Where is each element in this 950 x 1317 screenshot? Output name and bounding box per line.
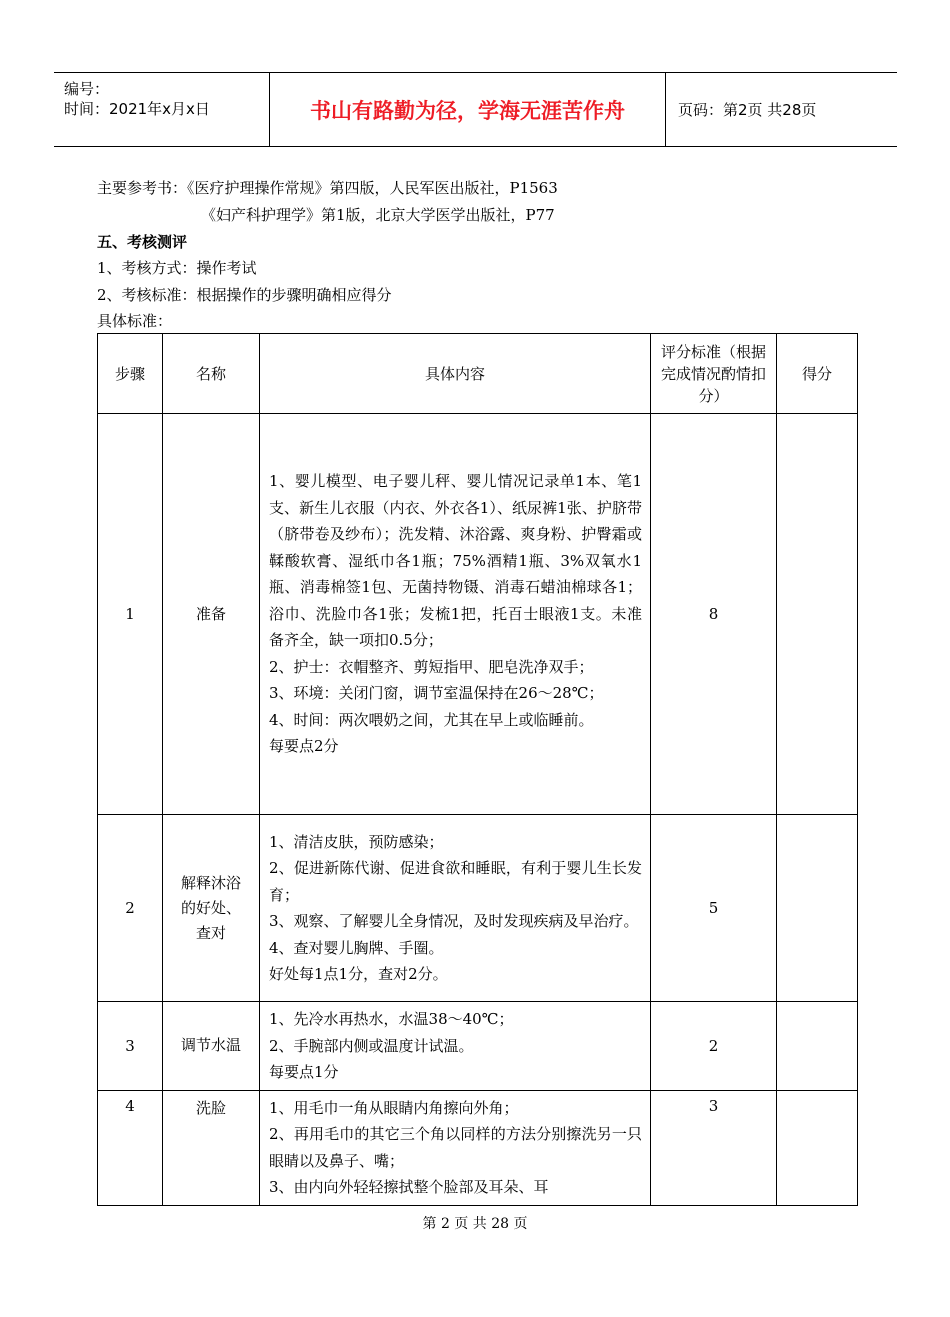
row-score-standard: 2 <box>651 1002 777 1091</box>
header-score-standard: 评分标准（根据完成情况酌情扣分） <box>651 334 777 414</box>
header-content: 具体内容 <box>260 334 651 414</box>
header-meta <box>54 73 270 146</box>
table-row <box>98 1090 858 1205</box>
header-score: 得分 <box>777 334 858 414</box>
row-name: 洗脸 <box>163 1090 260 1205</box>
reference-line-2: 《妇产科护理学》第1版，北京大学医学出版社，P77 <box>201 206 555 224</box>
content-line: 4、查对婴儿胸牌、手圈。 <box>269 938 444 957</box>
row-name: 准备 <box>163 414 260 815</box>
page-footer <box>0 1213 950 1233</box>
content-line: 2、护士：衣帽整齐、剪短指甲、肥皂洗净双手； <box>269 657 594 676</box>
page-header <box>54 72 897 147</box>
row-step: 1 <box>98 414 163 815</box>
row-score <box>777 414 858 815</box>
row-content <box>260 1090 651 1205</box>
reference-line-1: 主要参考书：《医疗护理操作常规》第四版，人民军医出版社，P1563 <box>97 179 558 197</box>
row-score <box>777 815 858 1002</box>
header-page-label: 页码：第2页 共28页 <box>678 101 817 119</box>
row-score-standard: 3 <box>651 1090 777 1205</box>
content-line: 4、时间：两次喂奶之间，尤其在早上或临睡前。 <box>269 710 594 729</box>
footer-page-number: 第 2 页 共 28 页 <box>422 1216 528 1232</box>
row-content <box>260 815 651 1002</box>
header-step: 步骤 <box>98 334 163 414</box>
row-step: 2 <box>98 815 163 1002</box>
row-score <box>777 1090 858 1205</box>
content-line: 1、先冷水再热水，水温38～40℃； <box>269 1010 514 1028</box>
content-line: 2、促进新陈代谢、促进食欲和睡眠，有利于婴儿生长发育； <box>269 859 642 904</box>
table-header-row <box>98 334 858 414</box>
content-line: 1、清洁皮肤，预防感染； <box>269 832 444 851</box>
content-line: 3、环境：关闭门窗，调节室温保持在26～28℃； <box>269 684 604 703</box>
row-score-standard: 5 <box>651 815 777 1002</box>
content-line: 好处每1点1分，查对2分。 <box>269 965 448 983</box>
document-number-label: 编号： <box>64 80 110 98</box>
content-line: 每要点1分 <box>269 1063 339 1081</box>
assessment-table <box>97 333 858 1206</box>
row-content <box>260 414 651 815</box>
content-line: 3、由内向外轻轻擦拭整个脸部及耳朵、耳 <box>269 1178 549 1196</box>
header-motto: 书山有路勤为径，学海无涯苦作舟 <box>270 73 666 146</box>
row-content <box>260 1002 651 1091</box>
content-line: 3、观察、了解婴儿全身情况，及时发现疾病及早治疗。 <box>269 912 639 930</box>
table-row <box>98 815 858 1002</box>
table-row <box>98 1002 858 1091</box>
content-line: 1、用毛巾一角从眼睛内角擦向外角； <box>269 1098 519 1117</box>
row-name: 调节水温 <box>163 1002 260 1091</box>
section-title: 五、考核测评 <box>97 233 188 251</box>
row-name: 解释沐浴的好处、查对 <box>163 815 260 1002</box>
section-item-1: 1、考核方式：操作考试 <box>97 259 257 277</box>
content-line: 2、手腕部内侧或温度计试温。 <box>269 1036 474 1055</box>
row-score <box>777 1002 858 1091</box>
section-item-2: 2、考核标准：根据操作的步骤明确相应得分 <box>97 286 392 304</box>
header-name: 名称 <box>163 334 260 414</box>
row-score-standard: 8 <box>651 414 777 815</box>
table-row <box>98 414 858 815</box>
content-line: 2、再用毛巾的其它三个角以同样的方法分别擦洗另一只眼睛以及鼻子、嘴； <box>269 1125 642 1170</box>
content-line: 1、婴儿模型、电子婴儿秤、婴儿情况记录单1本、笔1支、新生儿衣服（内衣、外衣各1）、纸尿裤1张、护脐带（脐带卷及纱布）；洗发精、沐浴露、爽身粉、护臀霜或鞣酸软膏、湿纸巾各1瓶；75%酒精1瓶、3%双氧水1瓶、消毒棉签1包、无菌持物镊、消毒石蜡油棉球各1；浴巾、洗脸巾各1张；发梳1把，托百士眼液1支。未准备齐全，缺一项扣0.5分； <box>269 472 642 650</box>
section-label: 具体标准： <box>97 312 173 330</box>
row-step: 3 <box>98 1002 163 1091</box>
header-page-info <box>666 73 897 146</box>
row-step: 4 <box>98 1090 163 1205</box>
document-time-label: 时间：2021年x月x日 <box>64 100 210 118</box>
content-line: 每要点2分 <box>269 737 339 756</box>
